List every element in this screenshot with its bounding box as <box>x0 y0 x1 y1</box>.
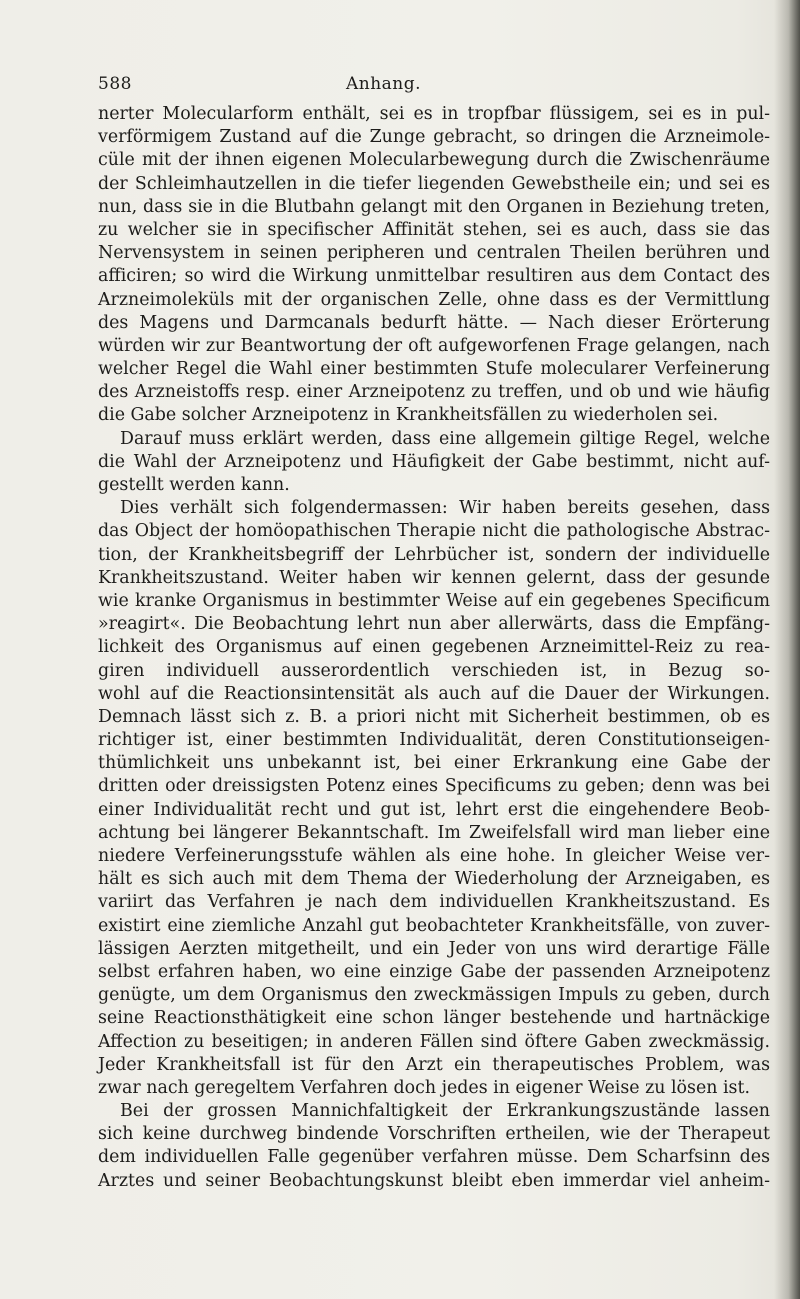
text-line: zu welcher sie in specifischer Affinität stehen, sei es auch, dass sie das <box>98 219 770 240</box>
text-line: Demnach lässt sich z. B. a priori nicht mit Sicherheit bestimmen, ob es <box>98 706 770 727</box>
page-number: 588 <box>98 74 132 94</box>
text-line: seine Reactionsthätigkeit eine schon länger bestehende und hartnäckige <box>98 1008 770 1029</box>
running-head: Anhang. <box>346 74 422 94</box>
text-line: des Arzneistoffs resp. einer Arzneipotenz zu treffen, und ob und wie häufig <box>98 382 770 403</box>
text-line: der Schleimhautzellen in die tiefer liegenden Gewebstheile ein; und sei es <box>98 173 770 194</box>
text-line: existirt eine ziemliche Anzahl gut beobachteter Krankheitsfälle, von zuver- <box>98 915 770 936</box>
text-line: achtung bei längerer Bekanntschaft. Im Zweifelsfall wird man lieber eine <box>98 822 770 843</box>
text-line: gestellt werden kann. <box>98 475 290 495</box>
text-line: Dies verhält sich folgendermassen: Wir haben bereits gesehen, dass <box>120 498 770 519</box>
text-line: Nervensystem in seinen peripheren und centralen Theilen berühren und <box>98 243 770 264</box>
text-line: Krankheitszustand. Weiter haben wir kennen gelernt, dass der gesunde <box>98 567 770 588</box>
text-line: Arzneimoleküls mit der organischen Zelle, ohne dass es der Vermittlung <box>98 289 770 310</box>
text-line: Jeder Krankheitsfall ist für den Arzt ein therapeutisches Problem, was <box>98 1054 770 1075</box>
text-line: sich keine durchweg bindende Vorschriften ertheilen, wie der Therapeut <box>98 1124 770 1145</box>
text-line: dem individuellen Falle gegenüber verfahren müsse. Dem Scharfsinn des <box>98 1147 770 1168</box>
text-line: verförmigem Zustand auf die Zunge gebracht, so dringen die Arzneimole- <box>98 127 770 148</box>
text-line: nun, dass sie in die Blutbahn gelangt mit den Organen in Beziehung treten, <box>98 196 770 217</box>
text-line: richtiger ist, einer bestimmten Individualität, deren Constitutionseigen- <box>98 730 770 751</box>
text-line: selbst erfahren haben, wo eine einzige Gabe der passenden Arzneipotenz <box>98 961 770 982</box>
text-line: das Object der homöopathischen Therapie nicht die pathologische Abstrac- <box>98 521 770 542</box>
text-line: giren individuell ausserordentlich verschieden ist, in Bezug so- <box>98 660 770 681</box>
text-line: die Gabe solcher Arzneipotenz in Krankheitsfällen zu wiederholen sei. <box>98 405 719 426</box>
text-line: Darauf muss erklärt werden, dass eine allgemein giltige Regel, welche <box>120 428 770 449</box>
text-line: nerter Molecularform enthält, sei es in tropfbar flüssigem, sei es in pul- <box>98 104 770 124</box>
text-line: wie kranke Organismus in bestimmter Weise auf ein gegebenes Specificum <box>98 590 770 611</box>
text-line: Arztes und seiner Beobachtungskunst bleibt eben immerdar viel anheim- <box>98 1170 770 1191</box>
text-line: tion, der Krankheitsbegriff der Lehrbücher ist, sondern der individuelle <box>98 544 770 565</box>
text-line: lässigen Aerzten mitgetheilt, und ein Jeder von uns wird derartige Fälle <box>98 938 770 959</box>
text-line: Affection zu beseitigen; in anderen Fällen sind öftere Gaben zweckmässig. <box>98 1031 770 1052</box>
text-line: cüle mit der ihnen eigenen Molecularbewegung durch die Zwischenräume <box>98 150 770 171</box>
body-text <box>98 103 770 1193</box>
text-line: lichkeit des Organismus auf einen gegebenen Arzneimittel-Reiz zu rea- <box>98 637 770 658</box>
text-line: die Wahl der Arzneipotenz und Häufigkeit der Gabe bestimmt, nicht auf- <box>98 451 770 472</box>
text-line: dritten oder dreissigsten Potenz eines Specificums zu geben; denn was bei <box>98 776 770 797</box>
text-line: welcher Regel die Wahl einer bestimmten Stufe molecularer Verfeinerung <box>98 359 770 380</box>
text-line: niedere Verfeinerungsstufe wählen als eine hohe. In gleicher Weise ver- <box>98 846 770 866</box>
text-line: genügte, um dem Organismus den zweckmässigen Impuls zu geben, durch <box>98 985 770 1006</box>
text-line: des Magens und Darmcanals bedurft hätte. — Nach dieser Erörterung <box>98 312 770 333</box>
text-line: Bei der grossen Mannichfaltigkeit der Erkrankungszustände lassen <box>120 1101 770 1122</box>
text-line: wohl auf die Reactionsintensität als auch auf die Dauer der Wirkungen. <box>98 683 770 704</box>
text-line: thümlichkeit uns unbekannt ist, bei einer Erkrankung eine Gabe der <box>98 753 770 774</box>
page-header <box>98 74 618 100</box>
text-line: würden wir zur Beantwortung der oft aufgeworfenen Frage gelangen, nach <box>98 335 770 356</box>
text-line: afficiren; so wird die Wirkung unmittelbar resultiren aus dem Contact des <box>98 266 770 287</box>
text-line: variirt das Verfahren je nach dem individuellen Krankheitszustand. Es <box>98 892 770 913</box>
page-edge-shadow <box>774 0 800 1299</box>
text-line: zwar nach geregeltem Verfahren doch jedes in eigener Weise zu lösen ist. <box>98 1077 750 1098</box>
text-line: einer Individualität recht und gut ist, lehrt erst die eingehendere Beob- <box>98 799 770 820</box>
text-line: »reagirt«. Die Beobachtung lehrt nun aber allerwärts, dass die Empfäng- <box>98 614 770 635</box>
text-line: hält es sich auch mit dem Thema der Wiederholung der Arzneigaben, es <box>98 869 770 890</box>
